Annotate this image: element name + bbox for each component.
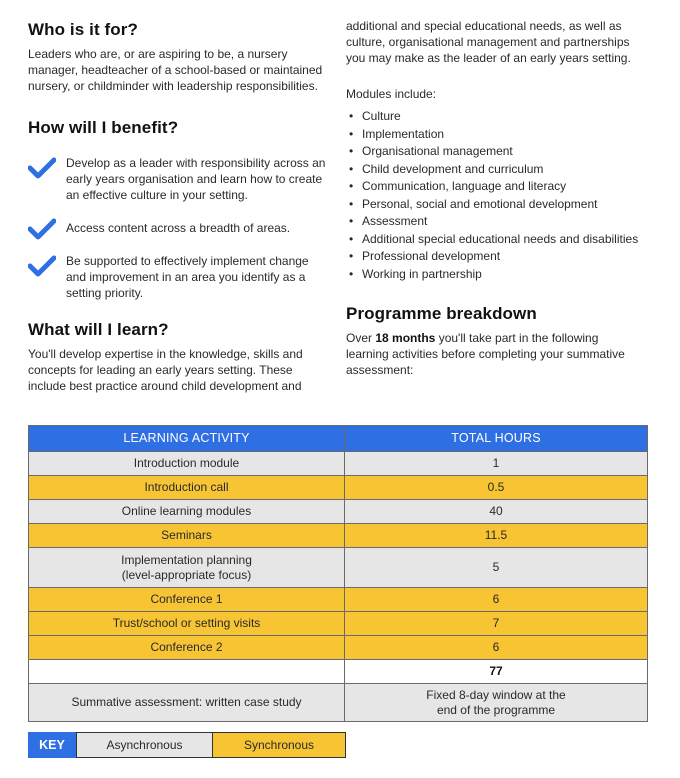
table-row (29, 476, 648, 500)
activity-line: Implementation planning (121, 552, 252, 567)
checkmark-icon (28, 157, 56, 179)
benefit-text: Develop as a leader with responsibility across an early years organisation and learn how to create an effective culture in your setting. (66, 156, 326, 202)
who-text: Leaders who are, or are aspiring to be, a nursery manager, headteacher of a school-based or maintained nursery, or childminder with leadership responsibilities. (28, 47, 323, 93)
table-row (29, 612, 648, 636)
benefit-text: Access content across a breadth of areas. (66, 221, 291, 235)
key-label: KEY (28, 732, 76, 758)
breakdown-suffix: you'll take part in the following learning activities before completing your summative assessment: (346, 331, 625, 377)
table-header-row (29, 426, 648, 452)
activity-cell: Seminars (29, 524, 345, 548)
learn-text: You'll develop expertise in the knowledge, skills and concepts for leading an early years setting. These include best practice around child development and (28, 347, 303, 393)
hours-cell: 5 (345, 548, 648, 588)
total-label-cell (29, 660, 345, 684)
table-row (29, 452, 648, 476)
hours-cell: 1 (345, 452, 648, 476)
list-item: • Communication, language and literacy (346, 178, 666, 196)
list-item: • Working in partnership (346, 266, 666, 284)
benefit-heading: How will I benefit? (28, 118, 179, 137)
key-asynchronous: Asynchronous (76, 732, 213, 758)
list-item: • Implementation (346, 126, 666, 144)
programme-table (28, 425, 648, 722)
breakdown-heading: Programme breakdown (346, 304, 537, 323)
activity-cell: Conference 1 (29, 588, 345, 612)
activity-cell: Introduction module (29, 452, 345, 476)
checkmark-icon (28, 218, 56, 240)
activity-cell: Introduction call (29, 476, 345, 500)
list-item: • Professional development (346, 248, 666, 266)
list-item: • Personal, social and emotional development (346, 196, 666, 214)
hours-cell: 6 (345, 588, 648, 612)
hours-cell (345, 684, 648, 722)
table-key (28, 732, 346, 758)
activity-cell: Trust/school or setting visits (29, 612, 345, 636)
hours-cell: 6 (345, 636, 648, 660)
breakdown-duration: 18 months (375, 331, 436, 345)
total-row (29, 660, 648, 684)
modules-intro: Modules include: (346, 87, 437, 101)
table-row (29, 524, 648, 548)
learn-text-continued: additional and special educational needs, as well as culture, organisational management and partnerships you may make as the leader of an early years setting. (346, 19, 631, 65)
key-synchronous: Synchronous (213, 732, 346, 758)
benefit-text: Be supported to effectively implement change and improvement in an area you identify as a setting priority. (66, 254, 309, 300)
total-hours-cell: 77 (345, 660, 648, 684)
hours-cell: 0.5 (345, 476, 648, 500)
header-activity: LEARNING ACTIVITY (29, 426, 345, 452)
table-row (29, 588, 648, 612)
hours-cell: 7 (345, 612, 648, 636)
modules-list (346, 108, 666, 283)
table-row (29, 636, 648, 660)
breakdown-prefix: Over (346, 331, 376, 345)
list-item: • Additional special educational needs and disabilities (346, 231, 666, 249)
activity-cell: Online learning modules (29, 500, 345, 524)
activity-cell (29, 548, 345, 588)
table-row (29, 548, 648, 588)
breakdown-text (346, 330, 636, 378)
list-item: • Child development and curriculum (346, 161, 666, 179)
activity-line: (level-appropriate focus) (121, 567, 252, 582)
table-row (29, 500, 648, 524)
list-item: • Assessment (346, 213, 666, 231)
who-heading: Who is it for? (28, 20, 138, 39)
header-hours: TOTAL HOURS (345, 426, 648, 452)
table-row (29, 684, 648, 722)
hours-line: Fixed 8-day window at the (426, 687, 566, 702)
hours-cell: 11.5 (345, 524, 648, 548)
list-item: • Organisational management (346, 143, 666, 161)
activity-cell: Summative assessment: written case study (29, 684, 345, 722)
hours-cell: 40 (345, 500, 648, 524)
checkmark-icon (28, 255, 56, 277)
learn-heading: What will I learn? (28, 320, 169, 339)
activity-cell: Conference 2 (29, 636, 345, 660)
hours-line: end of the programme (436, 702, 556, 717)
list-item: • Culture (346, 108, 666, 126)
